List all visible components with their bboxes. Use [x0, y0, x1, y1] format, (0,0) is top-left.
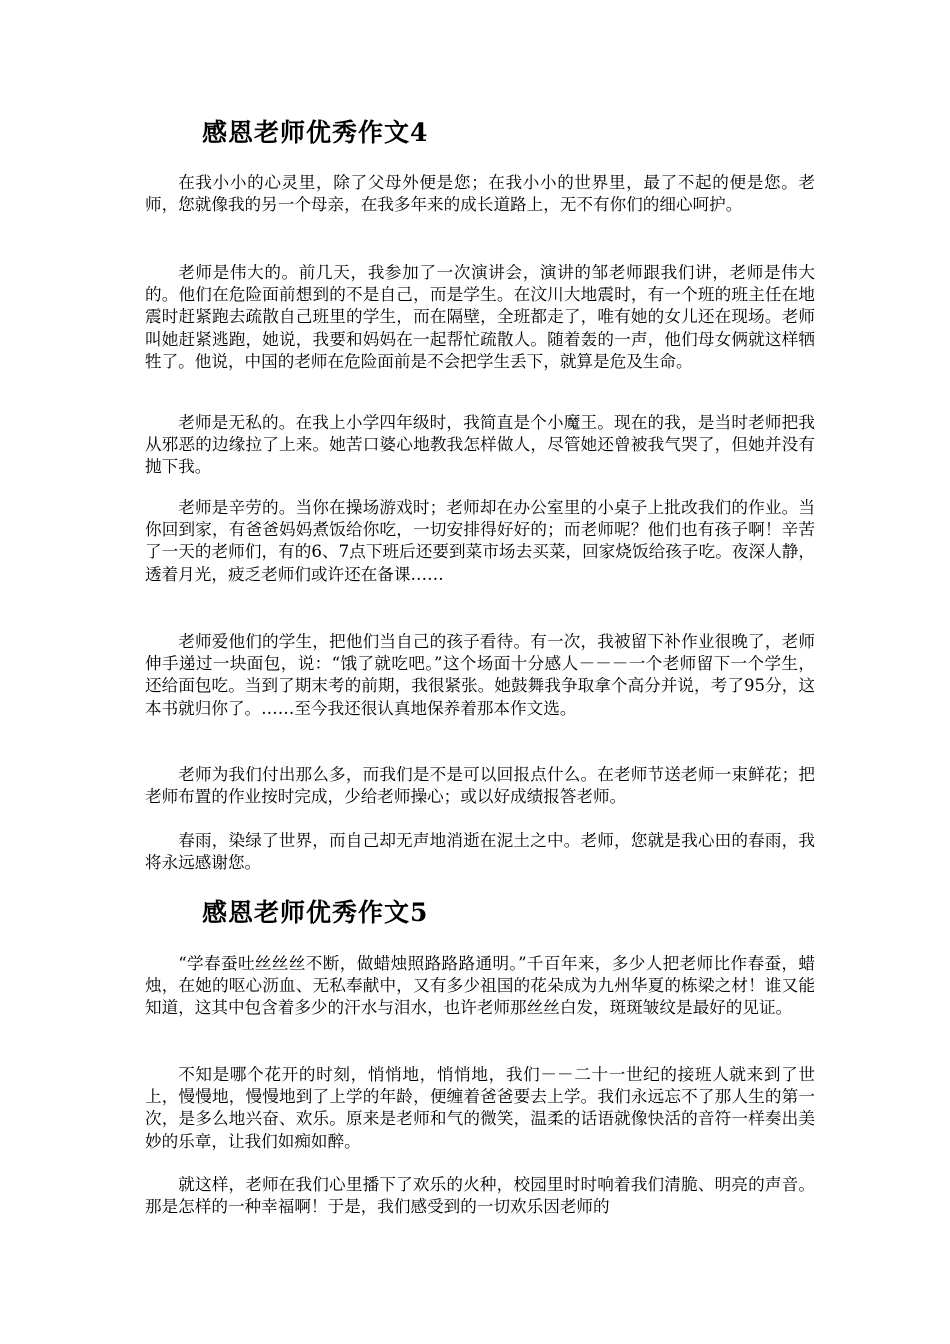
- paragraph: 不知是哪个花开的时刻，悄悄地，悄悄地，我们－－二十一世纪的接班人就来到了世上，慢慢地，慢慢地到了上学的年龄，便缠着爸爸要去上学。我们永远忘不了那人生的第一次，是多么地兴奋、欢乐。原来是老师和气的微笑，温柔的话语就像快活的音符一样奏出美妙的乐章，让我们如痴如醉。: [145, 1065, 815, 1151]
- paragraph: 老师是伟大的。前几天，我参加了一次演讲会，演讲的邹老师跟我们讲，老师是伟大的。他们在危险面前想到的不是自己，而是学生。在汶川大地震时，有一个班的班主任在地震时赶紧跑去疏散自己班里的学生，而在隔壁，全班都走了，唯有她的女儿还在现场。老师叫她赶紧逃跑，她说，我要和妈妈在一起帮忙疏散人。随着轰的一声，他们母女俩就这样牺牲了。他说，中国的老师在危险面前是不会把学生丢下，就算是危及生命。: [145, 263, 815, 371]
- paragraph: 在我小小的心灵里，除了父母外便是您；在我小小的世界里，最了不起的便是您。老师，您就像我的另一个母亲，在我多年来的成长道路上，无不有你们的细心呵护。: [145, 173, 815, 215]
- paragraph: 老师是辛劳的。当你在操场游戏时；老师却在办公室里的小桌子上批改我们的作业。当你回到家，有爸爸妈妈煮饭给你吃，一切安排得好好的；而老师呢？他们也有孩子啊！辛苦了一天的老师们，有的6、7点下班后还要到菜市场去买菜，回家烧饭给孩子吃。夜深人静，透着月光，疲乏老师们或许还在备课……: [145, 498, 815, 584]
- section-title-5: 感恩老师优秀作文5: [202, 898, 429, 927]
- paragraph: 老师为我们付出那么多，而我们是不是可以回报点什么。在老师节送老师一束鲜花；把老师布置的作业按时完成，少给老师操心；或以好成绩报答老师。: [145, 765, 815, 807]
- section-title-4: 感恩老师优秀作文4: [202, 118, 429, 147]
- paragraph: 春雨，染绿了世界，而自己却无声地消逝在泥土之中。老师，您就是我心田的春雨，我将永远感谢您。: [145, 831, 815, 873]
- paragraph: “学春蚕吐丝丝丝不断，做蜡烛照路路路通明。”千百年来，多少人把老师比作春蚕，蜡烛，在她的呕心沥血、无私奉献中，又有多少祖国的花朵成为九州华夏的栋梁之材！谁又能知道，这其中包含着多少的汗水与泪水，也许老师那丝丝白发，斑斑皱纹是最好的见证。: [145, 954, 815, 1018]
- paragraph: 老师爱他们的学生，把他们当自己的孩子看待。有一次，我被留下补作业很晚了，老师伸手递过一块面包，说：“饿了就吃吧。”这个场面十分感人－－－一个老师留下一个学生，还给面包吃。当到了期末考的前期，我很紧张。她鼓舞我争取拿个高分并说，考了95分，这本书就归你了。……至今我还很认真地保养着那本作文选。: [145, 632, 815, 718]
- paragraph: 老师是无私的。在我上小学四年级时，我简直是个小魔王。现在的我，是当时老师把我从邪恶的边缘拉了上来。她苦口婆心地教我怎样做人，尽管她还曾被我气哭了，但她并没有抛下我。: [145, 413, 815, 477]
- paragraph: 就这样，老师在我们心里播下了欢乐的火种，校园里时时响着我们清脆、明亮的声音。那是怎样的一种幸福啊！于是，我们感受到的一切欢乐因老师的: [145, 1175, 815, 1217]
